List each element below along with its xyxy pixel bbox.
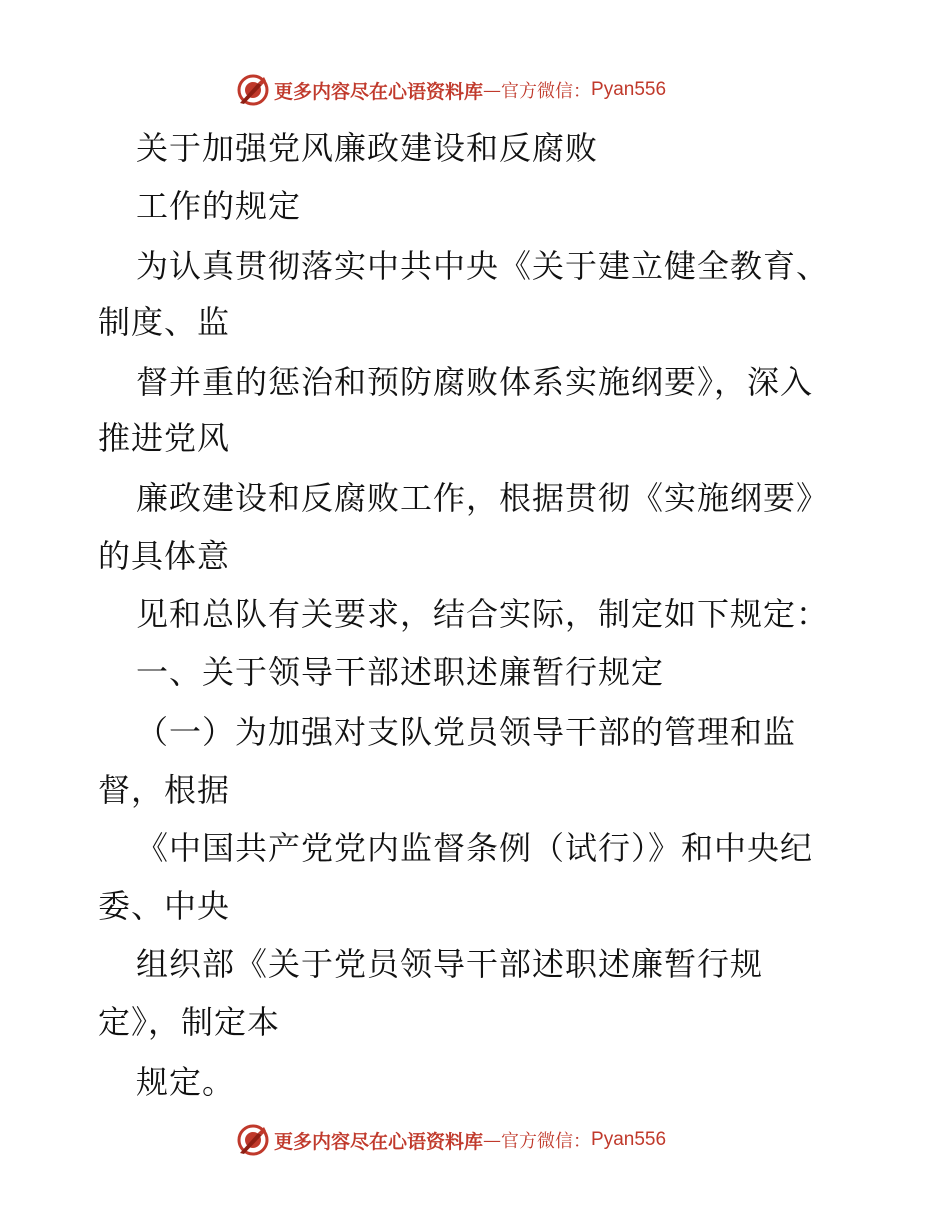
- paragraph-line: （一）为加强对支队党员领导干部的管理和监: [136, 713, 797, 751]
- paragraph-line: 督并重的惩治和预防腐败体系实施纲要》，深入: [136, 363, 814, 401]
- paragraph-line: 定》，制定本: [98, 1003, 281, 1041]
- paragraph-line: 督，根据: [98, 771, 231, 809]
- footer-watermark: [236, 1122, 666, 1158]
- pen-circle-logo-icon: [236, 1123, 270, 1157]
- paragraph-line: 廉政建设和反腐败工作，根据贯彻《实施纲要》: [136, 479, 830, 517]
- paragraph-line: 为认真贯彻落实中共中央《关于建立健全教育、: [136, 247, 830, 285]
- watermark-text: 更多内容尽在心语资料库: [274, 1130, 484, 1153]
- paragraph-line: 制度、监: [98, 303, 231, 341]
- watermark-account: Pyan556: [591, 79, 667, 100]
- watermark-text: 更多内容尽在心语资料库: [274, 80, 484, 103]
- section-heading: 一、关于领导干部述职述廉暂行规定: [136, 653, 665, 691]
- watermark-account: Pyan556: [591, 1129, 667, 1150]
- paragraph-line: 规定。: [136, 1063, 236, 1101]
- document-title-line-2: 工作的规定: [136, 187, 302, 225]
- paragraph-line: 推进党风: [98, 419, 231, 457]
- paragraph-line: 组织部《关于党员领导干部述职述廉暂行规: [136, 945, 764, 983]
- document-title-line-1: 关于加强党风廉政建设和反腐败: [136, 129, 599, 167]
- paragraph-line: 委、中央: [98, 887, 231, 925]
- watermark-separator: —: [483, 79, 502, 101]
- paragraph-line: 见和总队有关要求，结合实际，制定如下规定：: [136, 595, 830, 633]
- watermark-separator: —: [483, 1129, 502, 1151]
- watermark-official-label: 官方微信：: [501, 81, 592, 102]
- paragraph-line: 的具体意: [98, 537, 231, 575]
- watermark-official-label: 官方微信：: [501, 1131, 592, 1152]
- paragraph-line: 《中国共产党党内监督条例（试行）》和中央纪: [136, 829, 814, 867]
